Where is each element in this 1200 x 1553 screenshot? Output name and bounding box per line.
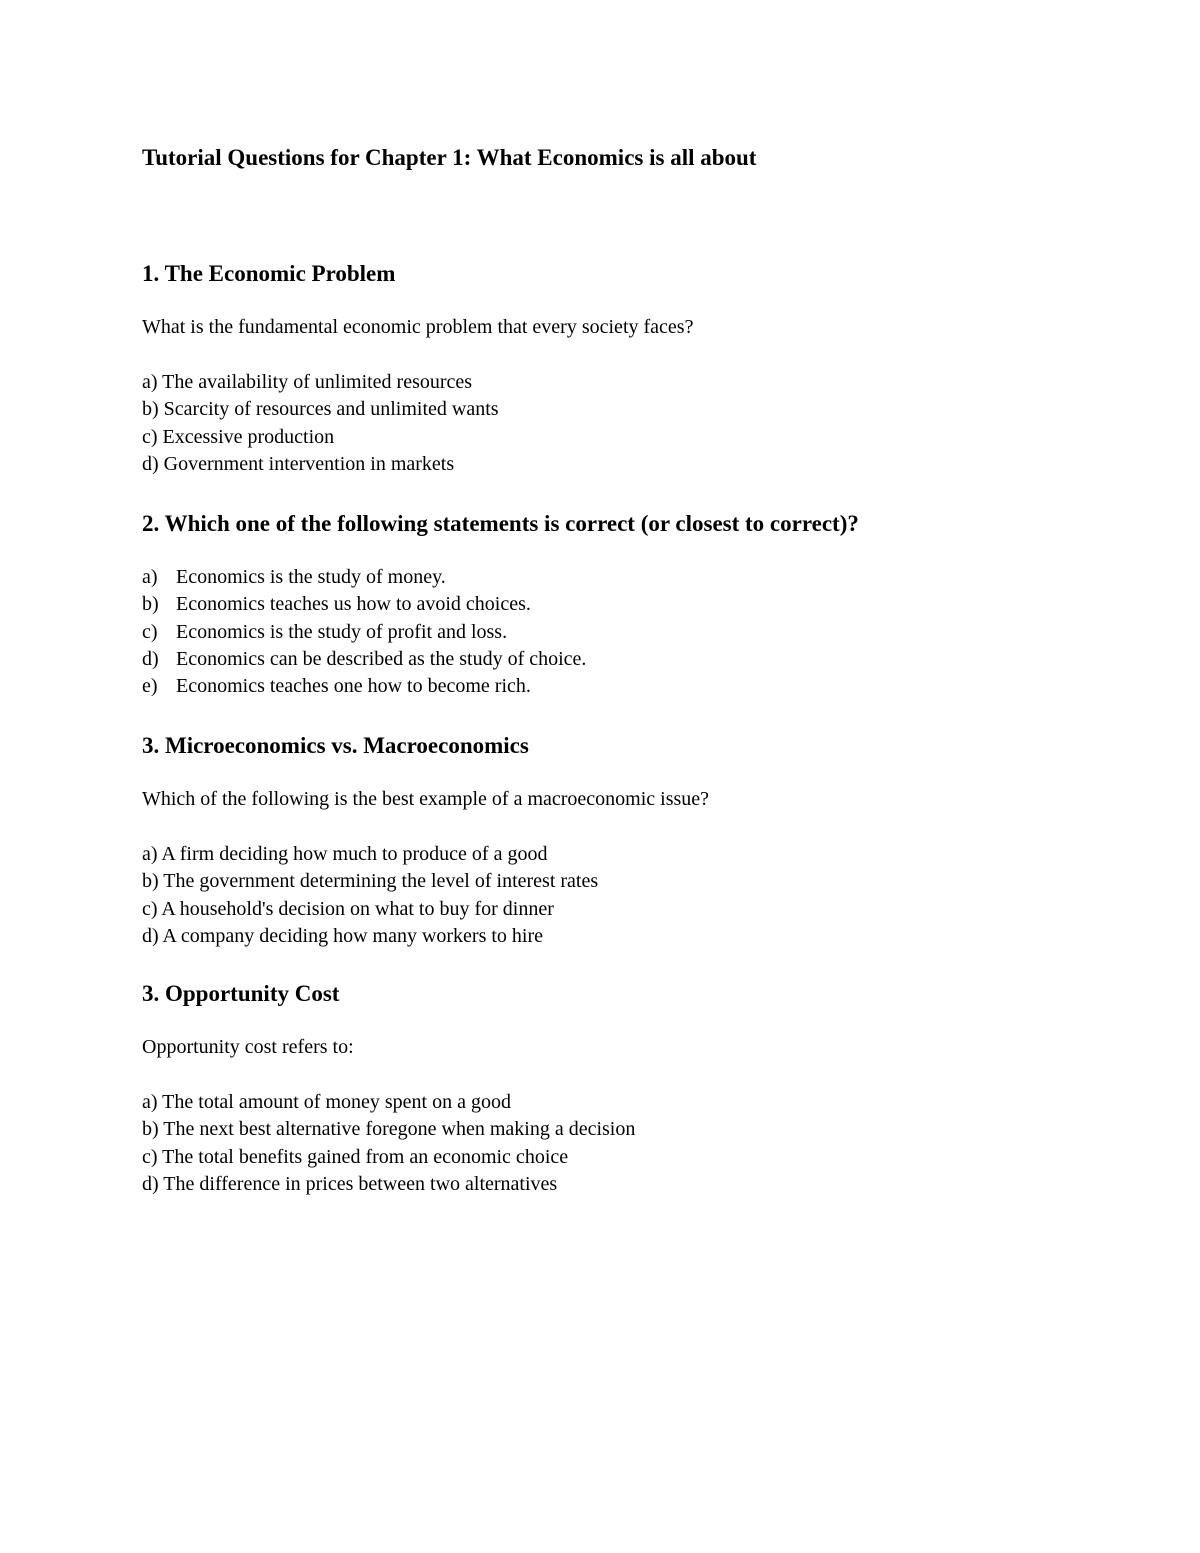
option-letter: d) — [142, 647, 159, 670]
answer-option: c) A household's decision on what to buy for dinner — [142, 897, 554, 920]
answer-option: c) Excessive production — [142, 425, 335, 448]
question-1 — [142, 258, 693, 478]
document-page — [142, 140, 1102, 1195]
question-prompt: Which of the following is the best example of a macroeconomic issue? — [142, 788, 710, 810]
answer-options — [142, 841, 709, 950]
option-letter: c) — [142, 620, 158, 643]
answer-option: b) The government determining the level of interest rates — [142, 870, 599, 893]
answer-option — [142, 564, 859, 591]
question-4 — [142, 978, 635, 1198]
option-letter: e) — [142, 675, 158, 698]
question-prompt: What is the fundamental economic problem that every society faces? — [142, 316, 694, 338]
answer-option — [142, 673, 859, 700]
answer-options — [142, 369, 693, 478]
answer-option: d) A company deciding how many workers to hire — [142, 924, 544, 947]
option-text: Economics teaches us how to avoid choices. — [176, 593, 531, 616]
answer-option: d) Government intervention in markets — [142, 452, 455, 475]
option-text: Economics can be described as the study of choice. — [176, 647, 587, 670]
question-3 — [142, 730, 709, 950]
document-title: Tutorial Questions for Chapter 1: What Economics is all about — [142, 145, 757, 170]
option-text: Economics teaches one how to become rich. — [176, 675, 531, 698]
answer-options — [142, 564, 859, 700]
answer-option: b) Scarcity of resources and unlimited wants — [142, 398, 499, 421]
option-letter: a) — [142, 566, 158, 588]
option-text: Economics is the study of profit and loss. — [176, 620, 508, 643]
question-heading: 1. The Economic Problem — [142, 261, 396, 286]
answer-option: d) The difference in prices between two alternatives — [142, 1172, 558, 1195]
option-letter: b) — [142, 593, 159, 616]
question-heading: 2. Which one of the following statements is correct (or closest to correct)? — [142, 511, 859, 536]
question-2 — [142, 508, 859, 700]
answer-option: c) The total benefits gained from an economic choice — [142, 1145, 569, 1168]
question-heading: 3. Microeconomics vs. Macroeconomics — [142, 733, 529, 758]
answer-option: a) The total amount of money spent on a good — [142, 1091, 511, 1113]
answer-option — [142, 619, 859, 646]
question-prompt: Opportunity cost refers to: — [142, 1036, 354, 1058]
option-text: Economics is the study of money. — [176, 566, 446, 588]
answer-option: a) A firm deciding how much to produce of a good — [142, 843, 548, 865]
question-heading: 3. Opportunity Cost — [142, 981, 340, 1006]
answer-option: b) The next best alternative foregone when making a decision — [142, 1118, 636, 1141]
answer-options — [142, 1089, 635, 1198]
answer-option: a) The availability of unlimited resources — [142, 371, 473, 393]
answer-option — [142, 646, 859, 673]
answer-option — [142, 591, 859, 618]
